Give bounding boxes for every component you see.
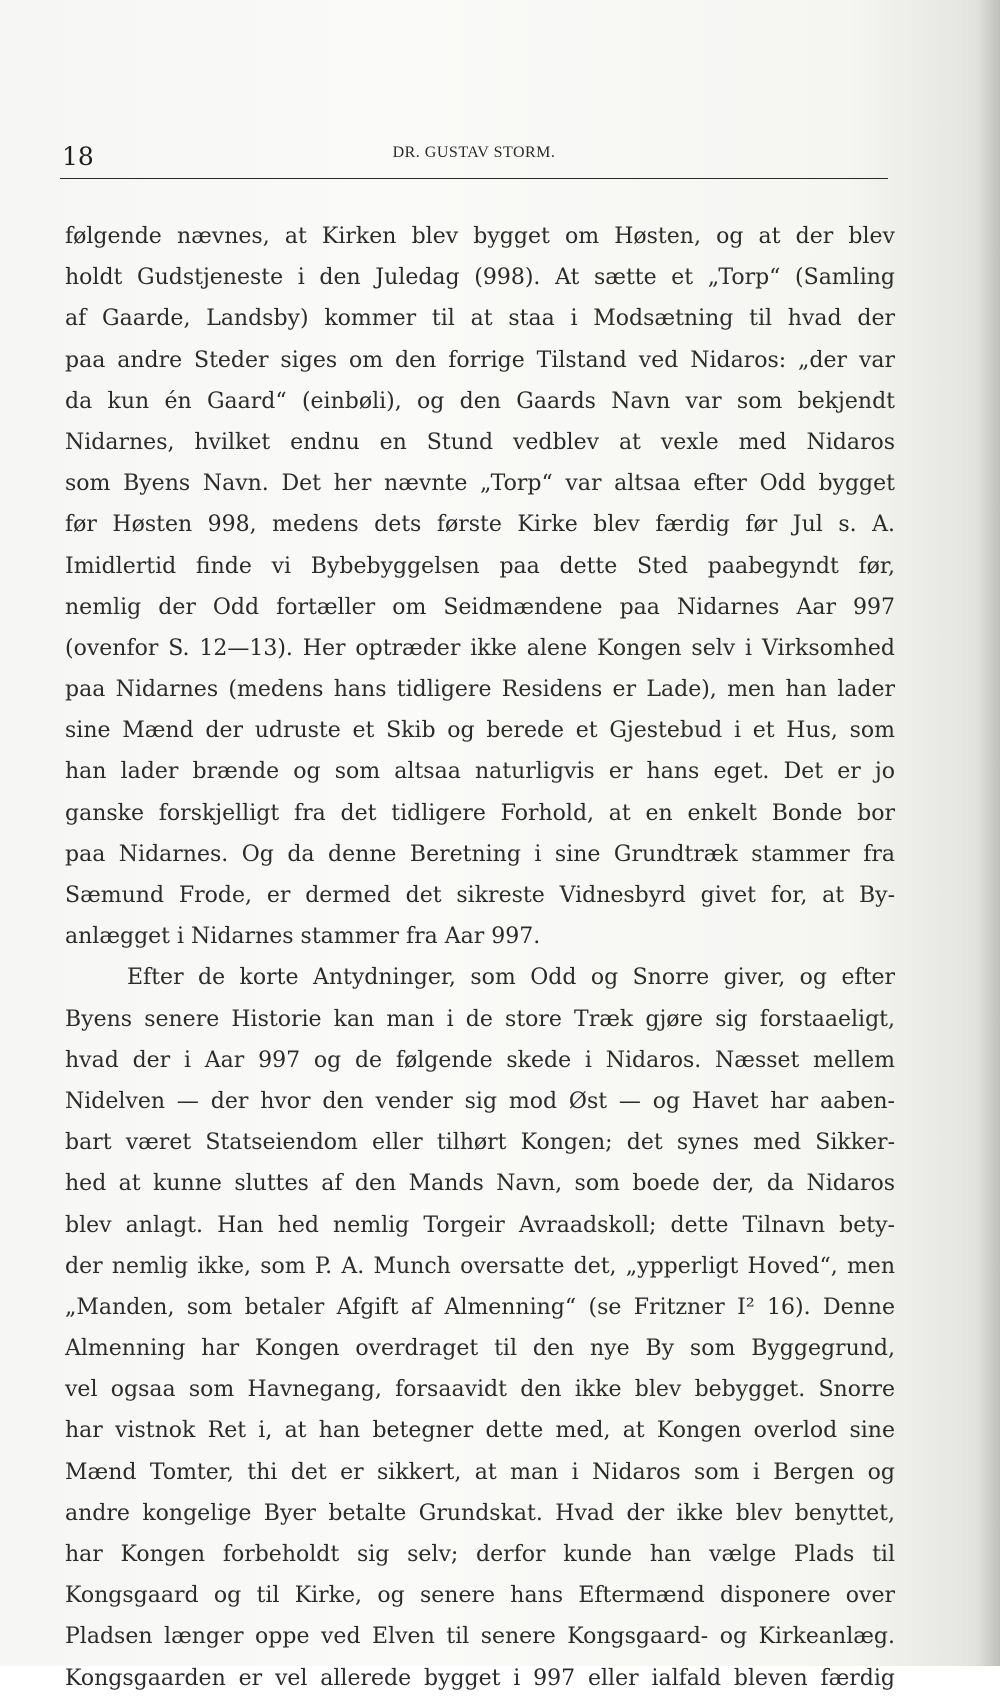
text-line: har Kongen forbeholdt sig selv; derfor kunde han vælge Plads til [65, 1542, 895, 1567]
text-line: Mænd Tomter, thi det er sikkert, at man i Nidaros som i Bergen og [65, 1459, 895, 1485]
text-line: paa Nidarnes (medens hans tidligere Residens er Lade), men han lader [65, 677, 895, 703]
text-line: Nidelven — der hvor den vender sig mod Øst — og Havet har aaben- [65, 1088, 895, 1114]
text-line: Nidarnes, hvilket endnu en Stund vedblev at vexle med Nidaros [65, 429, 895, 455]
text-line: holdt Gudstjeneste i den Juledag (998). At sætte et „Torp“ (Samling [65, 265, 895, 291]
text-line: Efter de korte Antydninger, som Odd og Snorre giver, og efter [127, 965, 895, 991]
text-line: „Manden, som betaler Afgift af Almenning“ (se Fritzner I² 16). Denne [65, 1294, 895, 1320]
text-line: paa andre Steder siges om den forrige Tilstand ved Nidaros: „der var [65, 347, 895, 373]
text-line: vel ogsaa som Havnegang, forsaavidt den ikke blev bebygget. Snorre [65, 1377, 895, 1403]
running-head: DR. GUSTAV STORM. [392, 144, 556, 161]
text-line: følgende nævnes, at Kirken blev bygget om Høsten, og at der blev [65, 224, 895, 249]
text-line: blev anlagt. Han hed nemlig Torgeir Avraadskoll; dette Tilnavn bety- [65, 1212, 895, 1238]
page-header [60, 138, 888, 179]
text-line: før Høsten 998, medens dets første Kirke blev færdig før Jul s. A. [65, 512, 895, 538]
text-line: ganske forskjelligt fra det tidligere Forhold, at en enkelt Bonde bor [65, 800, 895, 826]
text-line: nemlig der Odd fortæller om Seidmændene paa Nidarnes Aar 997 [65, 594, 895, 620]
text-line: hed at kunne sluttes af den Mands Navn, som boede der, da Nidaros [65, 1171, 895, 1197]
text-line: Kongsgaarden er vel allerede bygget i 997 eller ialfald bleven færdig [65, 1665, 895, 1691]
text-line: han lader brænde og som altsaa naturligvis er hans eget. Det er jo [65, 759, 895, 785]
text-line: bart været Statseiendom eller tilhørt Kongen; det synes med Sikker- [65, 1130, 895, 1156]
body-text [65, 216, 895, 1699]
text-line: Kongsgaard og til Kirke, og senere hans Eftermænd disponere over [65, 1583, 895, 1609]
text-line: Almenning har Kongen overdraget til den nye By som Byggegrund, [65, 1336, 895, 1362]
text-line: (ovenfor S. 12—13). Her optræder ikke alene Kongen selv i Virksomhed [65, 635, 895, 661]
text-line: hvad der i Aar 997 og de følgende skede i Nidaros. Næsset mellem [65, 1047, 895, 1073]
text-line: af Gaarde, Landsby) kommer til at staa i Modsætning til hvad der [65, 306, 895, 332]
text-line: der nemlig ikke, som P. A. Munch oversatte det, „ypperligt Hoved“, men [65, 1253, 895, 1279]
text-line: da kun én Gaard“ (einbøli), og den Gaards Navn var som bekjendt [65, 388, 895, 414]
page-edge-shadow [978, 0, 1000, 1666]
text-line: Pladsen længer oppe ved Elven til senere Kongsgaard- og Kirkeanlæg. [65, 1624, 895, 1650]
text-line: paa Nidarnes. Og da denne Beretning i sine Grundtræk stammer fra [65, 841, 895, 867]
text-line: Sæmund Frode, er dermed det sikreste Vidnesbyrd givet for, at By- [65, 883, 895, 908]
text-line: som Byens Navn. Det her nævnte „Torp“ var altsaa efter Odd bygget [65, 471, 895, 497]
text-line: har vistnok Ret i, at han betegner dette med, at Kongen overlod sine [65, 1418, 895, 1444]
text-line: andre kongelige Byer betalte Grundskat. Hvad der ikke blev benyttet, [65, 1500, 895, 1526]
page-number: 18 [62, 142, 94, 171]
text-line: Byens senere Historie kan man i de store Træk gjøre sig forstaaeligt, [65, 1006, 895, 1032]
text-line: Imidlertid finde vi Bybebyggelsen paa dette Sted paabegyndt før, [65, 553, 895, 579]
text-line: sine Mænd der udruste et Skib og berede et Gjestebud i et Hus, som [65, 718, 895, 744]
text-line: anlægget i Nidarnes stammer fra Aar 997. [65, 924, 541, 950]
